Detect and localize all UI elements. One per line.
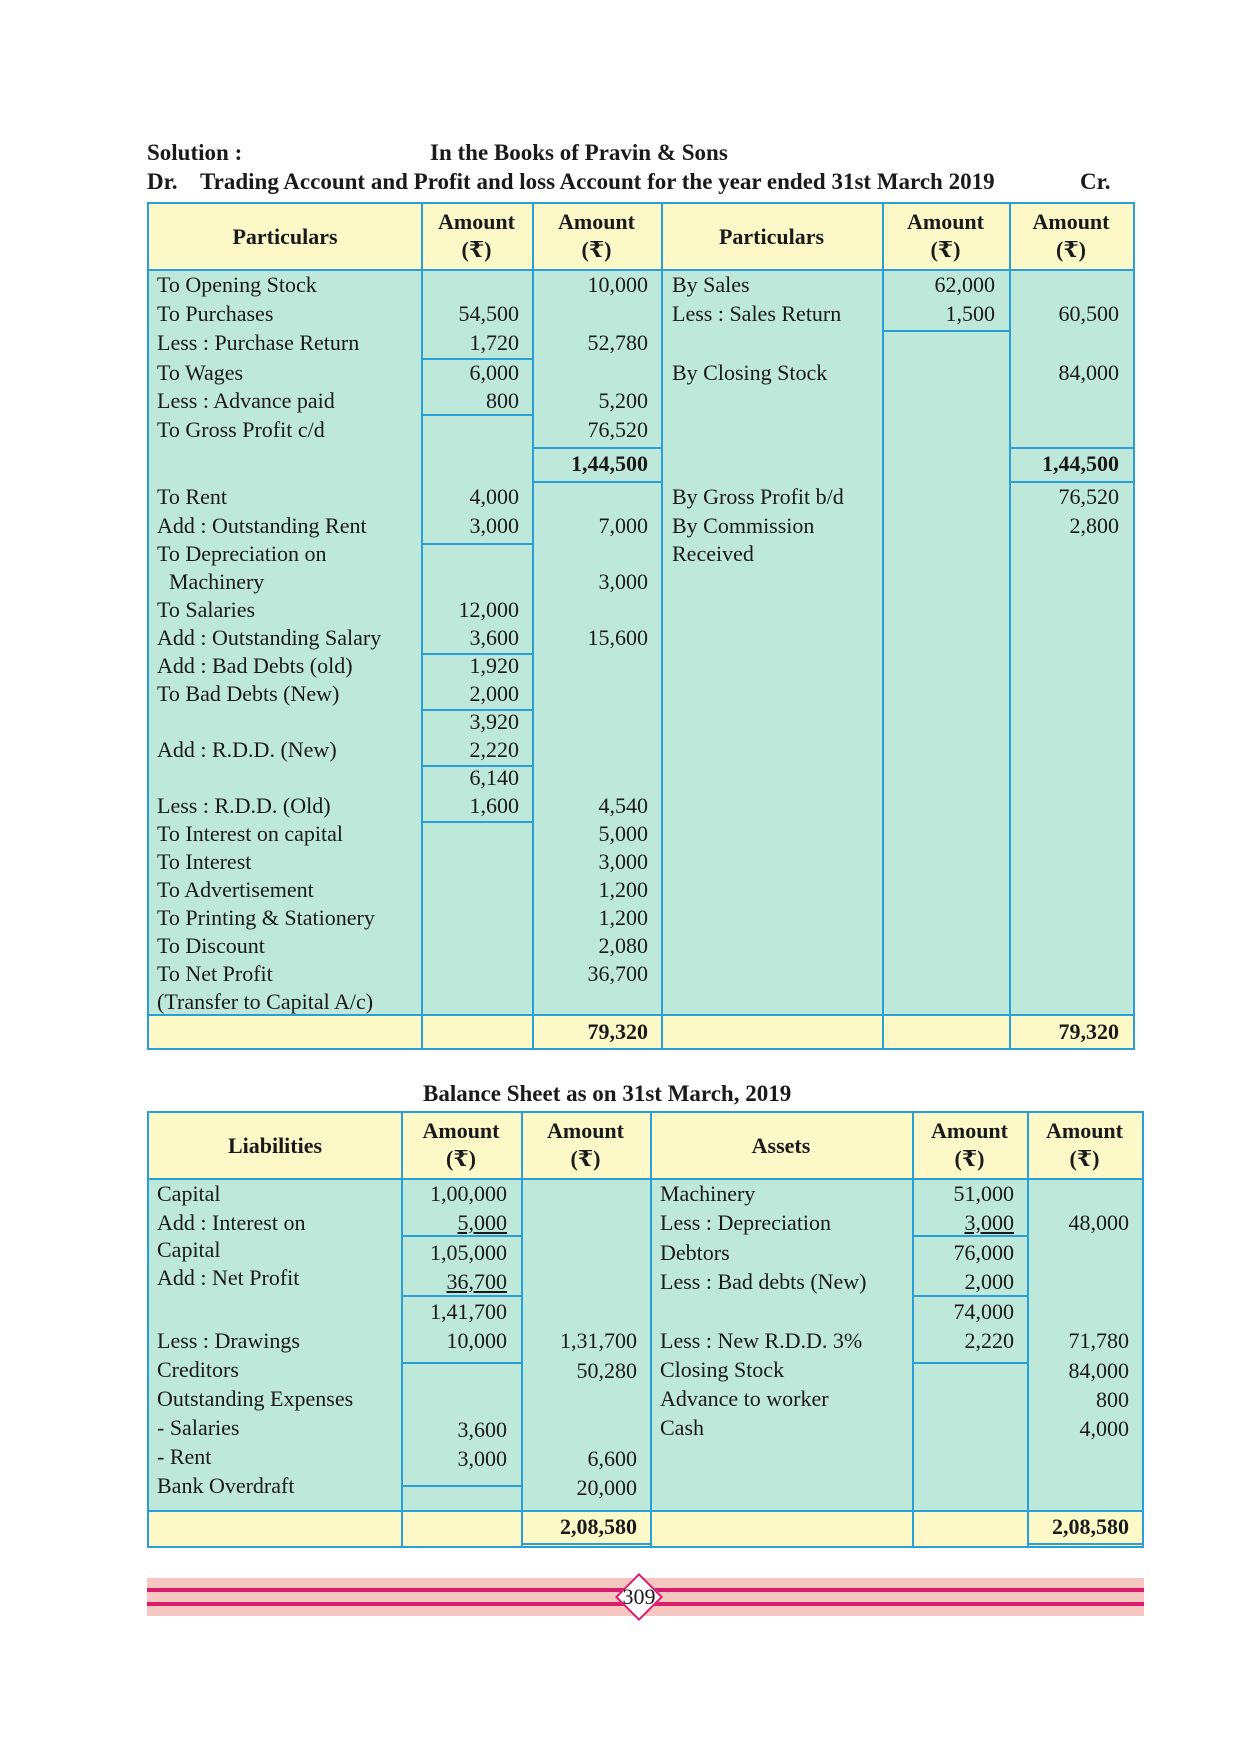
debit-amount2-23: 2,080 (598, 933, 648, 958)
account-title: Trading Account and Profit and loss Account for the year ended 31st March 2019 (200, 169, 995, 194)
debit-amount2-20: 3,000 (598, 849, 648, 874)
trading-subtotal-debit: 1,44,500 (571, 451, 648, 476)
debit-amount1-17: 6,140 (469, 765, 519, 790)
assets-header: Assets (751, 1133, 811, 1158)
liability-label-7: Outstanding Expenses (157, 1386, 354, 1411)
debit-label-23: To Discount (157, 933, 265, 958)
debit-label-20: To Interest (157, 849, 252, 874)
debit-amount2-8: 7,000 (598, 513, 648, 538)
liability-amount1-5: 10,000 (446, 1328, 507, 1353)
book-title: In the Books of Pravin & Sons (430, 140, 728, 165)
debit-label-4: Less : Advance paid (157, 388, 335, 413)
debit-amount2-4: 5,200 (598, 388, 648, 413)
asset-label-3: Less : Bad debts (New) (660, 1269, 867, 1294)
debit-amount1-13: 1,920 (469, 653, 519, 678)
debit-label-16: Add : R.D.D. (New) (157, 737, 337, 762)
balance-total-row (149, 1510, 1142, 1546)
debit-amount1-7: 4,000 (469, 484, 519, 509)
balance-sheet-table (147, 1111, 1144, 1548)
asset-amount2-6: 84,000 (1068, 1358, 1129, 1383)
debit-label-8: Add : Outstanding Rent (157, 513, 367, 538)
liability-label-3: Add : Net Profit (157, 1265, 300, 1290)
asset-amount1-0: 51,000 (953, 1181, 1014, 1206)
debit-amount1-15: 3,920 (469, 709, 519, 734)
liability-amount1-0: 1,00,000 (430, 1181, 507, 1206)
debit-amount2-12: 15,600 (587, 625, 648, 650)
credit-amount1-header: Amount (₹) (906, 209, 984, 262)
asset-amount2-8: 4,000 (1079, 1416, 1129, 1441)
trading-total-debit: 79,320 (587, 1019, 648, 1044)
liability-label-5: Less : Drawings (157, 1328, 300, 1353)
debit-amount1-8: 3,000 (469, 513, 519, 538)
asset-label-5: Less : New R.D.D. 3% (660, 1328, 863, 1353)
liability-label-0: Capital (157, 1181, 221, 1206)
asset-label-1: Less : Depreciation (660, 1210, 832, 1235)
debit-label-22: To Printing & Stationery (157, 905, 375, 930)
debit-amount1-16: 2,220 (469, 737, 519, 762)
liability-amount1-2: 1,05,000 (430, 1240, 507, 1265)
credit-particulars-header: Particulars (718, 224, 825, 249)
liability-amount1-8: 3,600 (457, 1417, 507, 1442)
debit-amount2-5: 76,520 (587, 417, 648, 442)
credit-amount2-2: 84,000 (1058, 360, 1119, 385)
debit-label-13: Add : Bad Debts (old) (157, 653, 353, 678)
debit-label-11: To Salaries (157, 597, 256, 622)
credit-label-0: By Sales (672, 272, 750, 297)
debit-amount1-18: 1,600 (469, 793, 519, 818)
asset-amount2-1: 48,000 (1068, 1210, 1129, 1235)
liability-label-6: Creditors (157, 1357, 239, 1382)
liabilities-header: Liabilities (227, 1133, 323, 1158)
debit-label-2: Less : Purchase Return (157, 330, 360, 355)
liability-label-2: Capital (157, 1237, 221, 1262)
debit-amount1-1: 54,500 (458, 301, 519, 326)
debit-amount1-11: 12,000 (458, 597, 519, 622)
debit-label-1: To Purchases (157, 301, 274, 326)
debit-amount1-14: 2,000 (469, 681, 519, 706)
asset-label-0: Machinery (660, 1181, 756, 1206)
credit-amount1-0: 62,000 (934, 272, 995, 297)
trading-total-credit: 79,320 (1058, 1019, 1119, 1044)
liability-label-10: Bank Overdraft (157, 1473, 295, 1498)
asset-amount1-1: 3,000 (964, 1210, 1014, 1235)
credit-amount2-header: Amount (₹) (1032, 209, 1110, 262)
credit-label-4: By Gross Profit b/d (672, 484, 844, 509)
balance-header-row (149, 1113, 1142, 1180)
asset-amount1-4: 74,000 (953, 1299, 1014, 1324)
credit-label-1: Less : Sales Return (672, 301, 842, 326)
debit-amount2-22: 1,200 (598, 905, 648, 930)
asset-amount1-header: Amount (₹) (930, 1118, 1008, 1171)
total-liabilities: 2,08,580 (560, 1514, 637, 1539)
debit-amount2-10: 3,000 (598, 569, 648, 594)
asset-amount2-5: 71,780 (1068, 1328, 1129, 1353)
debit-label-10: Machinery (169, 569, 265, 594)
debit-label-12: Add : Outstanding Salary (157, 625, 382, 650)
debit-amount2-18: 4,540 (598, 793, 648, 818)
debit-amount1-header: Amount (₹) (437, 209, 515, 262)
debit-label-19: To Interest on capital (157, 821, 344, 846)
debit-label-14: To Bad Debts (New) (157, 681, 340, 706)
credit-amount2-5: 2,800 (1069, 513, 1119, 538)
liability-amount1-1: 5,000 (457, 1210, 507, 1235)
credit-amount2-1: 60,500 (1058, 301, 1119, 326)
debit-particulars-header: Particulars (232, 224, 338, 249)
page-number: 309 (622, 1584, 656, 1609)
trading-subtotal-credit: 1,44,500 (1042, 451, 1119, 476)
debit-label-24: To Net Profit (157, 961, 273, 986)
trading-account-table (147, 202, 1135, 1050)
debit-amount2-0: 10,000 (587, 272, 648, 297)
debit-label-7: To Rent (157, 484, 227, 509)
liability-amount2-10: 20,000 (576, 1475, 637, 1500)
debit-amount1-4: 800 (486, 388, 519, 413)
asset-amount1-3: 2,000 (964, 1269, 1014, 1294)
debit-label-25: (Transfer to Capital A/c) (157, 989, 374, 1014)
liab-amount1-header: Amount (₹) (422, 1118, 500, 1171)
debit-amount2-header: Amount (₹) (557, 209, 635, 262)
total-assets: 2,08,580 (1052, 1514, 1129, 1539)
debit-label-0: To Opening Stock (157, 272, 317, 297)
dr-label: Dr. (147, 169, 178, 194)
liability-amount2-5: 1,31,700 (560, 1328, 637, 1353)
debit-label-5: To Gross Profit c/d (157, 417, 325, 442)
asset-label-2: Debtors (660, 1240, 730, 1265)
asset-amount1-2: 76,000 (953, 1240, 1014, 1265)
liability-amount1-4: 1,41,700 (430, 1299, 507, 1324)
liability-amount2-6: 50,280 (576, 1358, 637, 1383)
solution-label: Solution : (147, 140, 243, 165)
credit-amount2-4: 76,520 (1058, 484, 1119, 509)
debit-amount2-19: 5,000 (598, 821, 648, 846)
credit-label-2: By Closing Stock (672, 360, 828, 385)
asset-amount2-7: 800 (1096, 1387, 1129, 1412)
debit-amount1-3: 6,000 (469, 360, 519, 385)
credit-label-5: By Commission (672, 513, 815, 538)
debit-amount2-24: 36,700 (587, 961, 648, 986)
debit-label-21: To Advertisement (157, 877, 314, 902)
trading-header-row (149, 204, 1133, 271)
debit-label-3: To Wages (157, 360, 244, 385)
credit-amount1-1: 1,500 (945, 301, 995, 326)
debit-label-18: Less : R.D.D. (Old) (157, 793, 331, 818)
liability-label-8: - Salaries (157, 1415, 240, 1440)
debit-amount2-21: 1,200 (598, 877, 648, 902)
liability-amount1-9: 3,000 (457, 1446, 507, 1471)
cr-label: Cr. (1080, 169, 1111, 194)
asset-label-6: Closing Stock (660, 1357, 785, 1382)
debit-label-9: To Depreciation on (157, 541, 327, 566)
liab-amount2-header: Amount (₹) (546, 1118, 624, 1171)
liability-amount2-9: 6,600 (587, 1446, 637, 1471)
debit-amount2-2: 52,780 (587, 330, 648, 355)
asset-label-8: Cash (660, 1415, 704, 1440)
debit-amount1-12: 3,600 (469, 625, 519, 650)
asset-amount1-5: 2,220 (964, 1328, 1014, 1353)
balance-sheet-title: Balance Sheet as on 31st March, 2019 (423, 1081, 792, 1106)
debit-amount1-2: 1,720 (469, 330, 519, 355)
liability-label-9: - Rent (157, 1444, 212, 1469)
asset-label-7: Advance to worker (660, 1386, 829, 1411)
liability-amount1-3: 36,700 (446, 1269, 507, 1294)
asset-amount2-header: Amount (₹) (1045, 1118, 1123, 1171)
liability-label-1: Add : Interest on (157, 1210, 306, 1235)
credit-label-6: Received (672, 541, 754, 566)
